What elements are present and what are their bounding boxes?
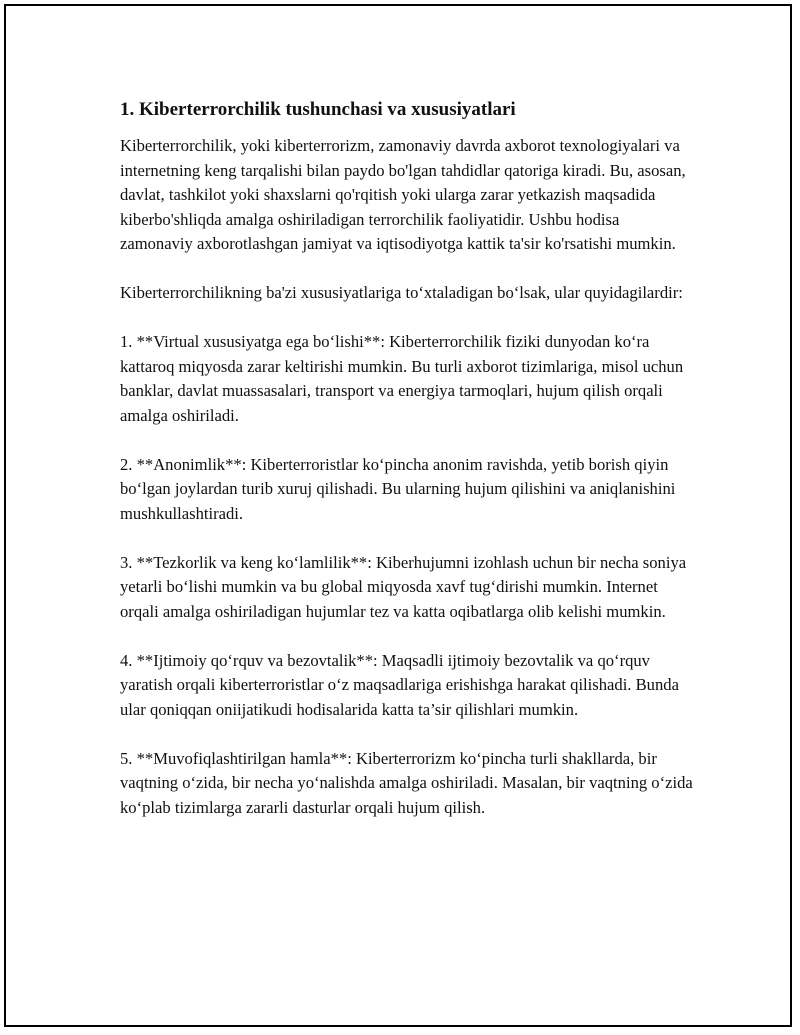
paragraph-intro: Kiberterrorchilik, yoki kiberterrorizm, zamonaviy davrda axborot texnologiyalari va internetning keng tarqalishi bilan paydo bo'lgan tahdidlar qatoriga kiradi. Bu, asosan, davlat, tashkilot yoki shaxslarni qo'rqitish yoki ularga zarar yetkazish maqsadida kiberbo'shliqda amalga oshiriladigan terrorchilik faoliyatidir. Ushbu hodisa zamonaviy axborotlashgan jamiyat va iqtisodiyotga kattik ta'sir ko'rsatishi mumkin. bbox=[120, 136, 686, 253]
document-body bbox=[120, 98, 695, 845]
list-item-anonymity: 2. **Anonimlik**: Kiberterroristlar ko‘pincha anonim ravishda, yetib borish qiyin bo‘lgan joylardan turib xuruj qilishadi. Bu ularning hujum qilishini va aniqlanishini mushkullashtiradi. bbox=[120, 454, 676, 523]
paragraph-features-lead: Kiberterrorchilikning ba'zi xususiyatlariga to‘xtaladigan bo‘lsak, ular quyidagilardir: bbox=[120, 283, 683, 302]
list-item-speed-scale: 3. **Tezkorlik va keng ko‘lamlilik**: Kiberhujumni izohlash uchun bir necha soniya yetarli bo‘lishi mumkin va bu global miqyosda xavf tug‘dirishi mumkin. Internet orqali amalga oshiriladigan hujumlar tez va katta oqibatlarga olib kelishi mumkin. bbox=[120, 552, 687, 621]
list-item-virtual: 1. **Virtual xususiyatga ega bo‘lishi**: Kiberterrorchilik fiziki dunyodan ko‘ra kattaroq miqyosda zarar keltirishi mumkin. Bu turli axborot tizimlariga, misol uchun banklar, davlat muassasalari, transport va energiya tarmoqlari, hujum qilish orqali amalga oshiriladi. bbox=[120, 332, 684, 425]
section-heading: 1. Kiberterrorchilik tushunchasi va xususiyatlari bbox=[120, 99, 516, 120]
document-page bbox=[4, 4, 792, 1027]
list-item-social-fear: 4. **Ijtimoiy qo‘rquv va bezovtalik**: Maqsadli ijtimoiy bezovtalik va qo‘rquv yaratish orqali kiberterroristlar o‘z maqsadlariga erishishga harakat qilishadi. Bunda ular qoniqqan oniijatikudi hodisalarida katta ta’sir qilishlari mumkin. bbox=[120, 650, 679, 719]
list-item-coordinated-attack: 5. **Muvofiqlashtirilgan hamla**: Kiberterrorizm ko‘pincha turli shakllarda, bir vaqtning o‘zida, bir necha yo‘nalishda amalga oshiriladi. Masalan, bir vaqtning o‘zida ko‘plab tizimlarga zararli dasturlar orqali hujum qilish. bbox=[120, 748, 693, 817]
